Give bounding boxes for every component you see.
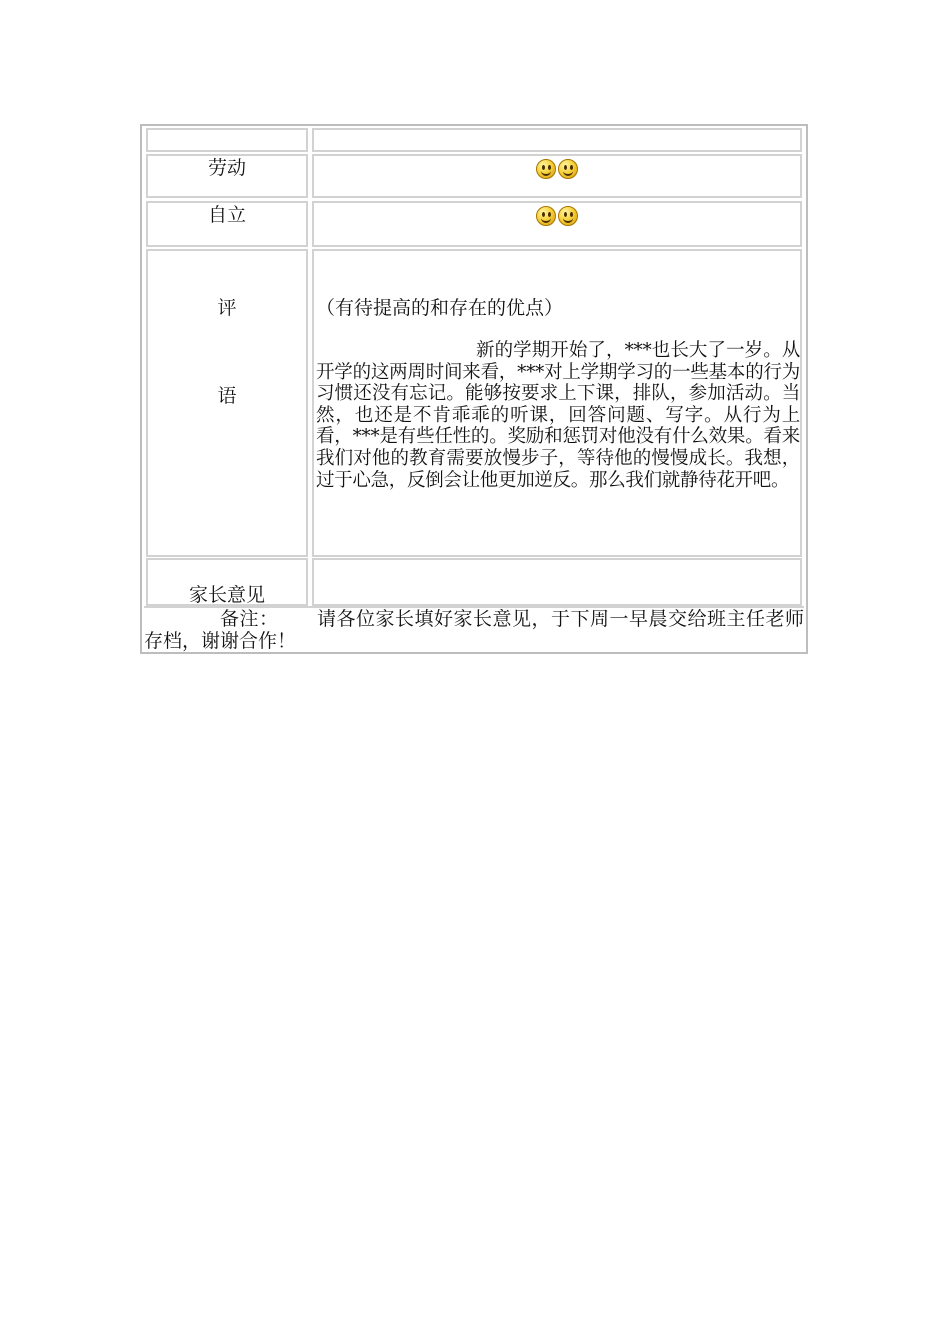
parent-label: 家长意见	[188, 584, 265, 606]
independence-rating	[314, 206, 800, 226]
smiley-icon	[536, 206, 556, 226]
footer-text-wrap	[144, 608, 804, 652]
footer-label: 备注：	[220, 608, 279, 630]
header-cell-right	[312, 128, 802, 152]
footer-note	[144, 606, 804, 652]
labor-row	[146, 154, 802, 198]
header-row	[146, 128, 802, 152]
smiley-icon	[558, 206, 578, 226]
comments-label-cell	[146, 249, 308, 557]
labor-label: 劳动	[207, 157, 246, 179]
independence-row	[146, 201, 802, 247]
parent-label-cell	[146, 558, 308, 606]
independence-label: 自立	[207, 204, 246, 226]
independence-label-cell	[146, 201, 308, 247]
labor-rating	[314, 159, 800, 179]
comments-row	[146, 249, 802, 557]
header-cell-left	[146, 128, 308, 152]
comments-hint: （有待提高的和存在的优点）	[316, 297, 564, 319]
footer-text: 请各位家长填好家长意见，于下周一早晨交给班主任老师存档，谢谢合作！	[144, 608, 804, 652]
smiley-icon	[536, 159, 556, 179]
parent-input-cell[interactable]	[312, 558, 802, 606]
comments-label-top: 评	[217, 297, 237, 319]
labor-label-cell	[146, 154, 308, 198]
smiley-icon	[558, 159, 578, 179]
evaluation-table	[140, 124, 808, 654]
comments-label-bottom: 语	[217, 385, 237, 407]
labor-rating-cell	[312, 154, 802, 198]
comments-cell	[312, 249, 802, 557]
parent-row	[146, 558, 802, 606]
independence-rating-cell	[312, 201, 802, 247]
comments-text: 新的学期开始了，***也长大了一岁。从开学的这两周时间来看，***对上学期学习的一些基本的行为习惯还没有忘记。能够按要求上下课，排队，参加活动。当然，也还是不肯乖乖的听课，回答问题、写字。从行为上看，***是有些任性的。奖励和惩罚对他没有什么效果。看来我们对他的教育需要放慢步子，等待他的慢慢成长。我想，过于心急，反倒会让他更加逆反。那么我们就静待花开吧。	[316, 340, 800, 491]
